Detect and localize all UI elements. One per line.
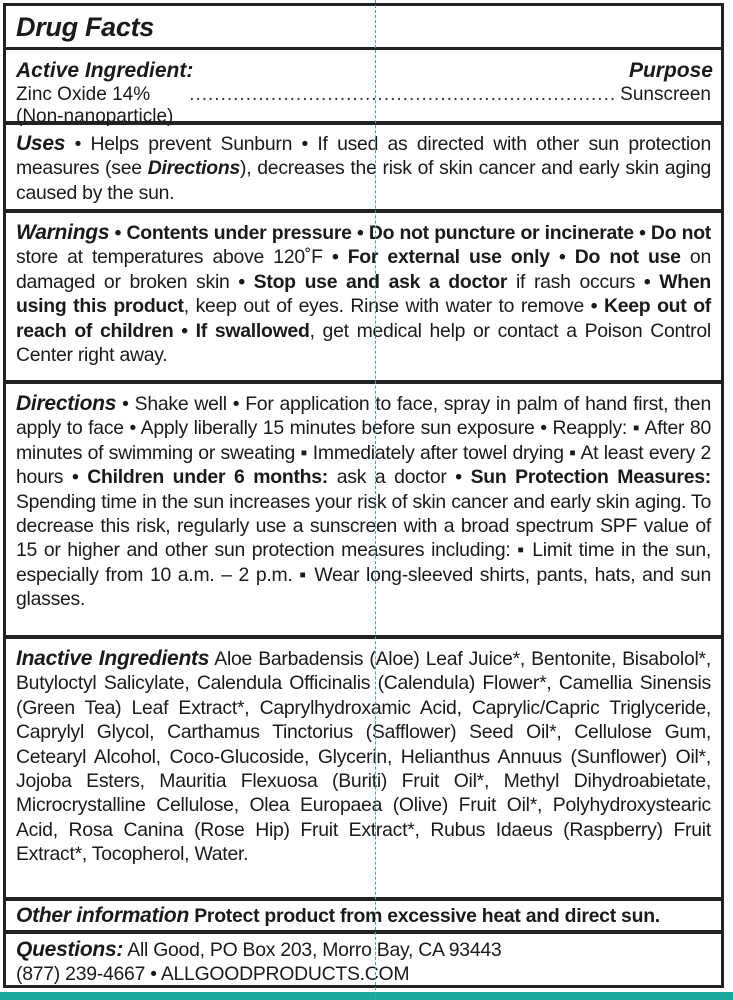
directions-text-3: Spending time in the sun increases your risk of skin cancer and early skin aging. To decrease this risk, regularly use a sunscreen with a broad spectrum SPF value of 15 or higher and other sun protection measures including: ▪ Limit time in the sun, especially from 10 a.m. – 2 p.m. ▪ Wear long-sleeved shirts, pants, hats, and sun glasses. <box>16 490 711 611</box>
inactive-ingredients-heading: Inactive Ingredients <box>16 647 210 670</box>
dashed-guide-line <box>375 0 376 1000</box>
dot-leader: .................................................................... <box>189 84 617 105</box>
active-ingredient-name: Zinc Oxide 14% (Non-nanoparticle) <box>16 84 174 127</box>
directions-heading: Directions <box>16 392 117 415</box>
other-information-heading: Other information <box>16 904 190 927</box>
uses-text <box>16 132 711 205</box>
warnings-text-2: on damaged or broken skin <box>16 246 711 293</box>
warnings-bold-1: • Contents under pressure • Do not puncture or incinerate • Do not <box>109 222 711 244</box>
active-ingredient-purpose: Sunscreen <box>620 84 711 105</box>
uses-directions-ref: Directions <box>147 157 241 180</box>
purpose-heading: Purpose <box>628 59 713 82</box>
warnings-bold-3: • Stop use and ask a doctor <box>238 270 508 293</box>
other-information-body: Protect product from excessive heat and direct sun. <box>189 905 660 927</box>
directions-text-2: ask a doctor <box>328 466 456 489</box>
uses-text-2: ), decreases the risk of skin cancer and early skin aging caused by the sun. <box>16 157 711 204</box>
warnings-text-5: , get medical help or contact a Poison Control Center right away. <box>16 319 711 367</box>
directions-text <box>16 392 711 612</box>
drug-facts-panel <box>3 3 724 988</box>
directions-text-1: • Shake well • For application to face, spray in palm of hand first, then apply to face • Apply liberally 15 minutes before sun exposure • Reapply: ▪ After 80 minutes of swimming or sweating ▪ Immediately after towel drying ▪ At least every 2 hours <box>16 393 711 489</box>
inactive-ingredients-list: Aloe Barbadensis (Aloe) Leaf Juice*, Bentonite, Bisabolol*, Butyloctyl Salicylate, Calendula Officinalis (Calendula) Flower*, Camellia Sinensis (Green Tea) Leaf Extract*, Caprylhydroxamic Acid, Caprylic/Capric Triglyceride, Caprylyl Glycol, Carthamus Tinctorius (Safflower) Seed Oil*, Cellulose Gum, Cetearyl Alcohol, Coco-Glucoside, Glycerin, Helianthus Annuus (Sunflower) Oil*, Jojoba Esters, Mauritia Flexuosa (Buriti) Fruit Oil*, Methyl Dihydroabietate, Microcrystalline Cellulose, Olea Europaea (Olive) Fruit Oil*, Polyhydroxystearic Acid, Rosa Canina (Rose Hip) Fruit Extract*, Rubus Idaeus (Raspberry) Fruit Extract*, Tocopherol, Water. <box>16 648 711 866</box>
warnings-bold-5: • Keep out of reach of children • If swallowed <box>16 295 711 342</box>
warnings-text-3: if rash occurs <box>507 270 644 293</box>
uses-section <box>6 125 721 213</box>
questions-heading: Questions: <box>16 938 124 961</box>
uses-heading: Uses <box>16 132 66 155</box>
uses-text-1: • Helps prevent Sunburn • If used as directed with other sun protection measures (see <box>16 133 711 180</box>
warnings-section <box>6 213 721 384</box>
questions-contact: (877) 239-4667 • ALLGOODPRODUCTS.COM <box>16 963 410 986</box>
questions-section <box>6 934 721 988</box>
questions-text <box>16 938 711 987</box>
warnings-text-1: store at temperatures above 120˚F <box>16 246 332 269</box>
active-ingredient-heading: Active Ingredient: <box>16 59 194 82</box>
inactive-ingredients-text <box>16 647 711 867</box>
warnings-text-4: , keep out of eyes. Rinse with water to remove <box>183 295 591 318</box>
drug-facts-title: Drug Facts <box>16 12 155 42</box>
other-information-text <box>16 904 711 928</box>
other-information-section <box>6 901 721 934</box>
warnings-heading: Warnings <box>16 221 110 244</box>
inactive-ingredients-section <box>6 639 721 901</box>
active-ingredient-section <box>6 50 721 125</box>
warnings-bold-4: • When using this product <box>16 270 712 318</box>
directions-bold-2: • Sun Protection Measures: <box>455 466 711 489</box>
warnings-bold-2: • For external use only • Do not use <box>331 246 681 269</box>
directions-bold-1: • Children under 6 months: <box>72 466 328 489</box>
questions-address: All Good, PO Box 203, Morro Bay, CA 93443 <box>123 939 502 961</box>
title-row <box>6 6 721 50</box>
directions-section <box>6 384 721 639</box>
warnings-text <box>16 221 711 367</box>
accent-bar <box>0 992 733 1000</box>
